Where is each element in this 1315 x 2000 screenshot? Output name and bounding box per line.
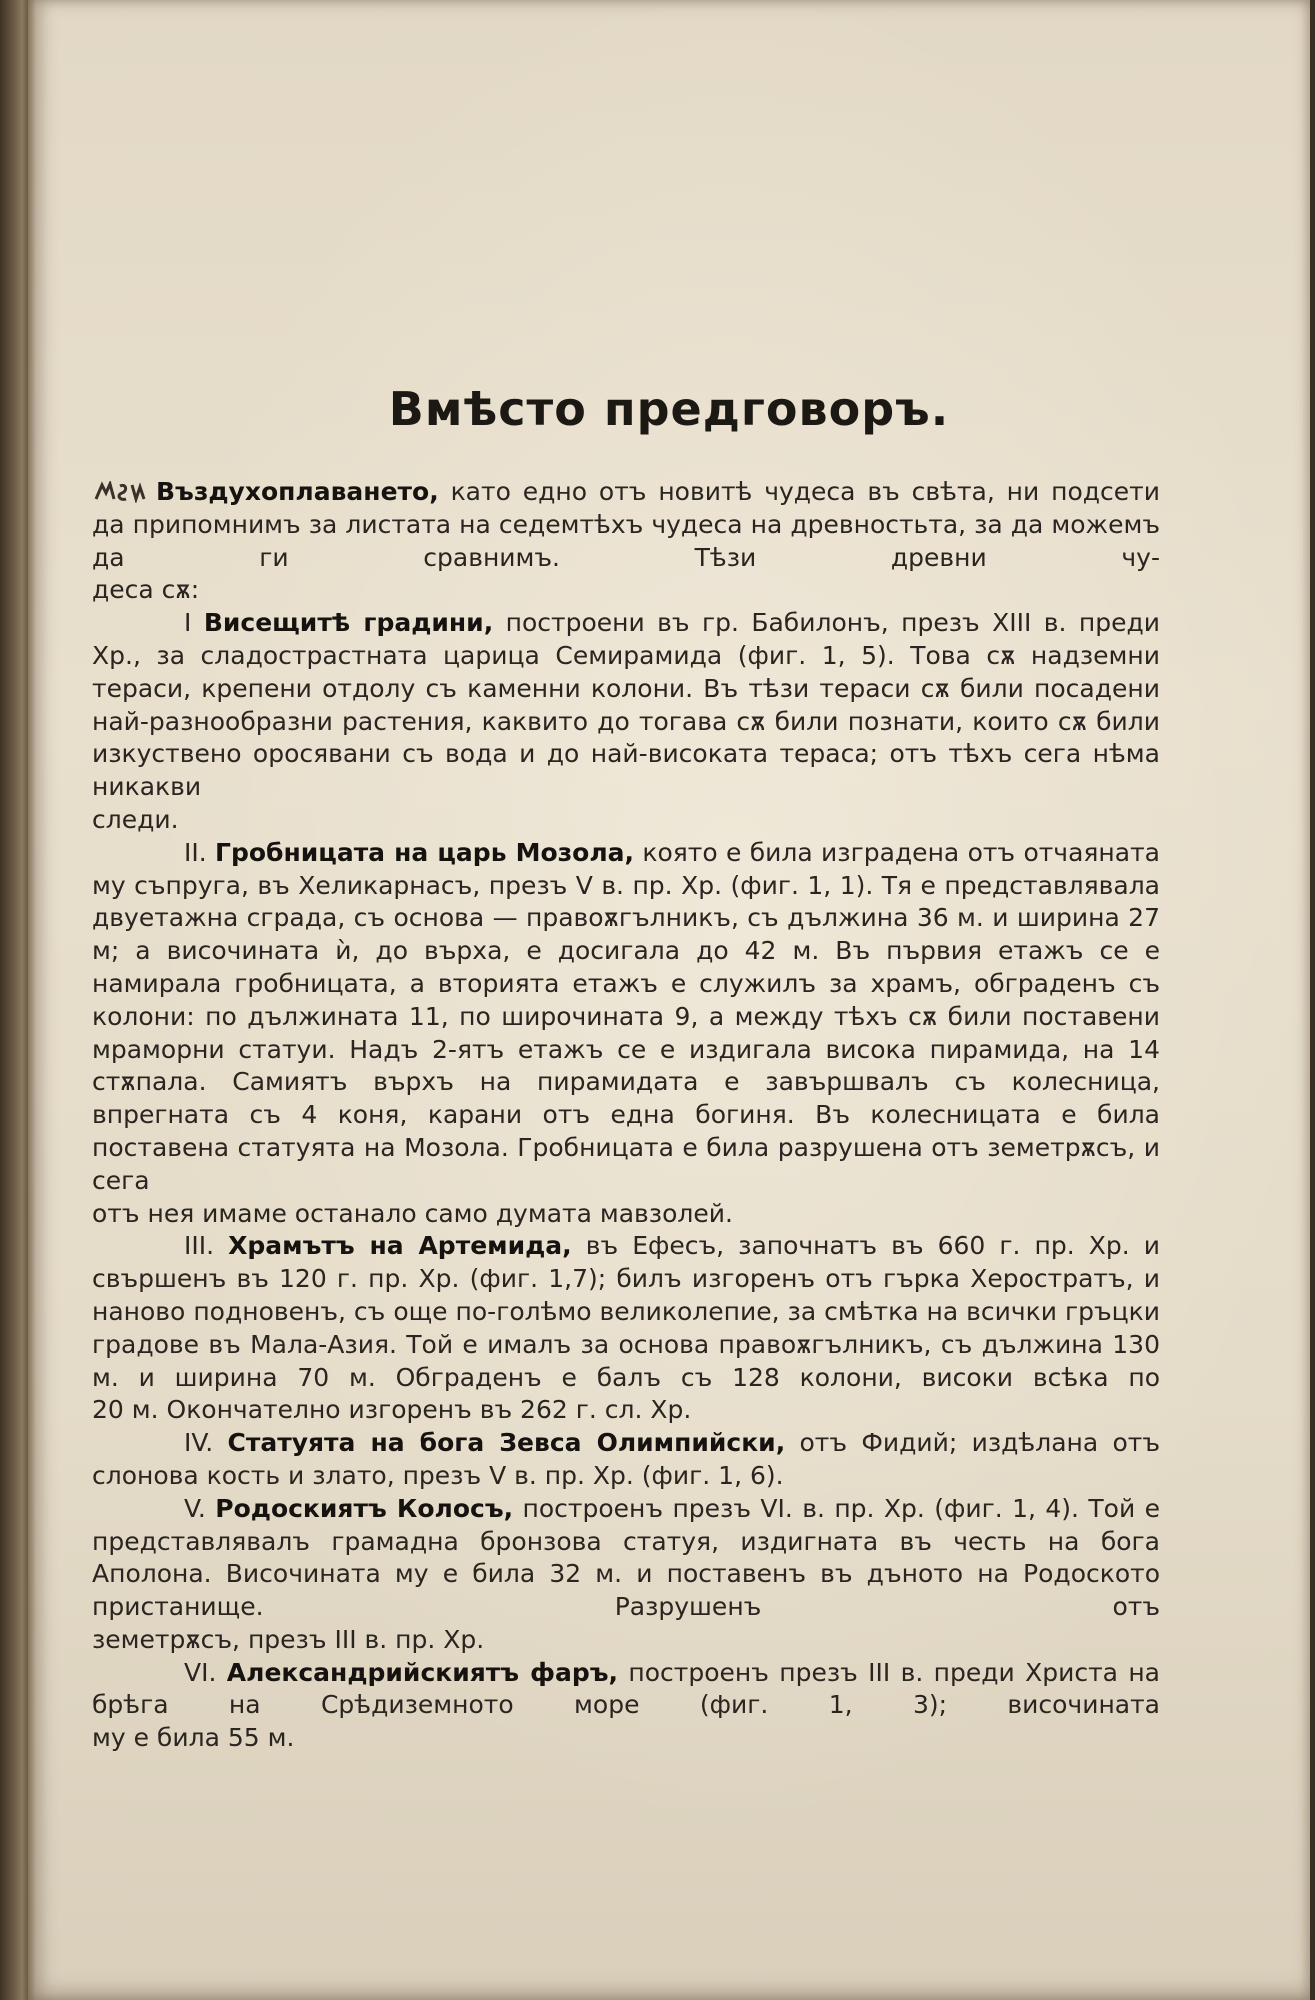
item-3-paragraph-end (92, 1394, 1160, 1427)
item-5-title: Родоскиятъ Колосъ, (215, 1493, 514, 1523)
item-6-paragraph (92, 1657, 1160, 1723)
item-2-numeral: II. (184, 837, 207, 867)
item-3-title: Храмътъ на Артемида, (228, 1231, 572, 1261)
item-3-text-end: 20 м. Окончателно изгоренъ въ 262 г. сл. Хр. (92, 1395, 692, 1425)
ornament-icon (92, 481, 150, 503)
intro-text-end: деса сѫ: (92, 575, 200, 605)
item-5-paragraph (92, 1493, 1160, 1624)
item-5-numeral: V. (184, 1493, 206, 1523)
item-2-paragraph-end (92, 1198, 1160, 1231)
item-2-paragraph (92, 837, 1160, 1198)
item-1-paragraph (92, 607, 1160, 804)
item-6-numeral: VI. (184, 1657, 217, 1687)
item-2-title: Гробницата на царь Мозола, (215, 837, 635, 867)
intro-paragraph-end (92, 574, 1160, 607)
item-6-paragraph-end (92, 1722, 1160, 1755)
item-1-text-end: следи. (92, 804, 179, 834)
item-3-paragraph (92, 1230, 1160, 1394)
item-2-text: която е била изградена отъ отчаяната му съпруга, въ Хеликарнасъ, презъ V в. пр. Хр. (фиг. 1, 1). Тя е представлявала двуетажна сграда, съ основа — правоѫгълникъ, съ дължина 36 м. и ширина 27 м; а височината ѝ, до върха, е досигала до 42 м. Въ първия етажъ се е намирала гробницата, а вторията етажъ е служилъ за храмъ, обграденъ съ колони: по дължината 11, по широчината 9, а между тѣхъ сѫ били поставени мраморни статуи. Надъ 2-ятъ етажъ се е издигала висока пирамида, на 14 стѫпала. Самиятъ върхъ на пирамидата е завършвалъ съ колесница, впрегната съ 4 коня, карани отъ една богиня. Въ колесницата е била поставена статуята на Мозола. Гробницата е била разрушена отъ земетрѫсъ, и сега (92, 837, 1160, 1195)
item-4-title: Статуята на бога Зевса Олимпийски, (227, 1428, 786, 1458)
item-1-text: построени въ гр. Бабилонъ, презъ XIII в. преди Хр., за сладострастната царица Семирамида (фиг. 1, 5). Това сѫ надземни тераси, крепени отдолу съ каменни колони. Въ тѣзи тераси сѫ били посадени най-разнообразни растения, каквито до тогава сѫ били познати, които сѫ били изкуствено оросявани съ вода и до най-високата тераса; отъ тѣхъ сега нѣма никакви (92, 608, 1160, 802)
item-6-text-end: му е била 55 м. (92, 1723, 295, 1753)
intro-bold: Въздухоплаването, (156, 477, 439, 506)
item-5-paragraph-end (92, 1624, 1160, 1657)
item-2-text-end: отъ нея имаме останало само думата мавзолей. (92, 1198, 733, 1228)
intro-paragraph (92, 476, 1160, 574)
item-4-paragraph (92, 1427, 1160, 1493)
item-6-title: Александрийскиятъ фаръ, (226, 1657, 619, 1687)
body-text (92, 476, 1160, 1755)
item-5-text-end: земетрѫсъ, презъ III в. пр. Хр. (92, 1624, 485, 1654)
book-page (28, 0, 1310, 2000)
page-title: Вмѣсто предговоръ. (388, 382, 950, 436)
item-1-paragraph-end (92, 804, 1160, 837)
item-1-numeral: I (184, 608, 192, 638)
intro-text: като едно отъ новитѣ чудеса въ свѣта, ни подсети да припомнимъ за листата на седемтѣхъ чудеса на древностьта, за да можемъ да ги сравнимъ. Тѣзи древни чу- (92, 477, 1160, 572)
item-3-numeral: III. (184, 1231, 215, 1261)
item-4-text: отъ Фидий; издѣлана отъ слонова кость и злато, презъ V в. пр. Хр. (фиг. 1, 6). (92, 1428, 1161, 1490)
item-5-text: построенъ презъ VI. в. пр. Хр. (фиг. 1, 4). Той е представлявалъ грамадна бронзова статуя, издигната въ честь на бога Аполона. Височината му е била 32 м. и поставенъ въ дъното на Родоското пристанище. Разрушенъ отъ (92, 1493, 1161, 1622)
item-4-numeral: IV. (184, 1428, 214, 1458)
item-1-title: Висещитѣ градини, (203, 608, 494, 638)
item-6-text: построенъ презъ III в. преди Христа на брѣга на Срѣдиземното море (фиг. 1, 3); височината (92, 1657, 1161, 1720)
item-3-text: въ Ефесъ, започнатъ въ 660 г. пр. Хр. и свършенъ въ 120 г. пр. Хр. (фиг. 1,7); билъ изгоренъ отъ гърка Херостратъ, и наново подновенъ, съ още по-голѣмо великолепие, за смѣтка на всички гръцки градове въ Мала-Азия. Той е ималъ за основа правоѫгълникъ, съ дължина 130 м. и ширина 70 м. Обграденъ е балъ съ 128 колони, високи всѣка по (92, 1231, 1160, 1392)
